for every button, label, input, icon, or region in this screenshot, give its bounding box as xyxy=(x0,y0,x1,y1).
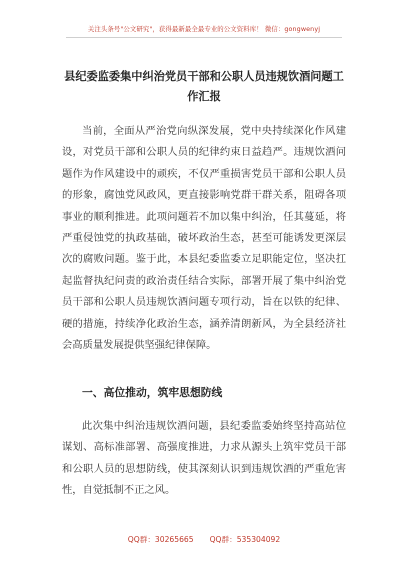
footer-qq-group-2: QQ群：535304092 xyxy=(209,535,281,544)
footer-qq-group-1: QQ群：30265665 xyxy=(127,535,194,544)
paragraph-intro: 当前，全面从严治党向纵深发展，党中央持续深化作风建设，对党员干部和公职人员的纪律约束日益趋严。违规饮酒问题作为作风建设中的顽疾，不仅严重损害党员干部和公职人员的形象，腐蚀党风政风，更直接影响党群干群关系，阻碍各项事业的顺利推进。此项问题若不加以集中纠治，任其蔓延，将严重侵蚀党的执政基础，破坏政治生态，甚至可能诱发更深层次的腐败问题。鉴于此，本县纪委监委立足职能定位，坚决扛起监督执纪问责的政治责任结合实际，部署开展了集中纠治党员干部和公职人员违规饮酒问题专项行动，旨在以铁的纪律、硬的措施，持续净化政治生态，涵养清朗新风，为全县经济社会高质量发展提供坚强纪律保障。 xyxy=(62,125,346,352)
paragraph-section-1: 此次集中纠治违规饮酒问题，县纪委监委始终坚持高站位谋划、高标准部署、高强度推进，力求从源头上筑牢党员干部和公职人员的思想防线，使其深刻认识到违规饮酒的严重危害性，自觉抵制不正之风。 xyxy=(62,420,346,497)
header-banner: 关注头条号"公文研究"，获得最新最全最专业的公文资料库！ 微信：gongwenyj xyxy=(87,25,321,33)
footer xyxy=(0,534,408,545)
section-heading-1: 一、高位推动，筑牢思想防线 xyxy=(82,386,223,399)
header-divider xyxy=(66,37,342,38)
document-title: 县纪委监委集中纠治党员干部和公职人员违规饮酒问题工作汇报 xyxy=(64,70,344,103)
